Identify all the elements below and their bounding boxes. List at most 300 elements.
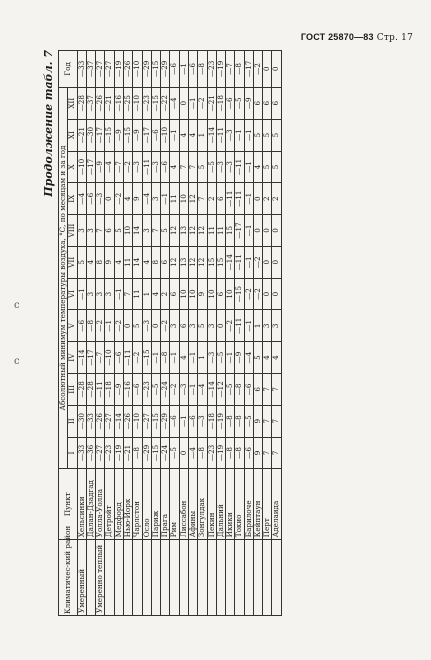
value-cell: —11 [216, 119, 225, 151]
value-cell: —28 [77, 373, 86, 405]
value-cell: 5 [133, 310, 142, 342]
value-cell: 12 [170, 246, 179, 278]
value-cell: 12 [188, 246, 197, 278]
value-cell: —6 [133, 373, 142, 405]
value-cell: —23 [207, 51, 216, 88]
point-cell: Уолла-Уолла [96, 469, 105, 540]
value-cell: 0 [253, 183, 262, 215]
zone-cell [179, 540, 188, 616]
value-cell: 0 [179, 437, 188, 469]
value-cell: 3 [207, 310, 216, 342]
value-cell: —8 [235, 51, 244, 88]
value-cell: —23 [142, 373, 151, 405]
value-cell: —36 [86, 437, 95, 469]
zone-cell [105, 540, 114, 616]
point-cell: Токио [235, 469, 244, 540]
value-cell: 3 [96, 278, 105, 310]
value-cell: —1 [188, 87, 197, 119]
value-cell: 12 [198, 215, 207, 247]
value-cell: —33 [86, 405, 95, 437]
value-cell: 9 [253, 405, 262, 437]
value-cell: 12 [188, 183, 197, 215]
value-cell: 14 [133, 246, 142, 278]
table-row [142, 51, 151, 616]
header-month: X [68, 151, 77, 183]
point-cell: Барилоче [244, 469, 253, 540]
value-cell: —3 [151, 151, 160, 183]
value-cell: —27 [105, 51, 114, 88]
value-cell: —9 [244, 87, 253, 119]
value-cell: —8 [86, 310, 95, 342]
value-cell: 0 [263, 51, 272, 88]
value-cell: —11 [235, 151, 244, 183]
point-cell: Париж [151, 469, 160, 540]
value-cell: —29 [142, 51, 151, 88]
value-cell: —23 [207, 437, 216, 469]
value-cell: —21 [123, 437, 132, 469]
value-cell: —15 [235, 278, 244, 310]
value-cell: —1 [114, 278, 123, 310]
value-cell: 3 [77, 215, 86, 247]
value-cell: 10 [207, 278, 216, 310]
value-cell: —26 [96, 405, 105, 437]
value-cell: —15 [142, 342, 151, 374]
header-month: VI [68, 278, 77, 310]
value-cell: —4 [244, 342, 253, 374]
value-cell: —17 [96, 119, 105, 151]
value-cell: 5 [114, 215, 123, 247]
header-month: I [68, 437, 77, 469]
point-cell: Детройт [105, 469, 114, 540]
value-cell: —8 [133, 437, 142, 469]
value-cell: 0 [272, 215, 281, 247]
value-cell: —14 [226, 246, 235, 278]
value-cell: 3 [272, 310, 281, 342]
value-cell: —2 [170, 373, 179, 405]
value-cell: —37 [86, 87, 95, 119]
value-cell: —2 [226, 310, 235, 342]
value-cell: —14 [114, 405, 123, 437]
value-cell: —33 [77, 437, 86, 469]
value-cell: —2 [244, 278, 253, 310]
value-cell: 0 [123, 310, 132, 342]
point-cell: Кейптаун [253, 469, 262, 540]
value-cell: 4 [151, 278, 160, 310]
value-cell: 6 [170, 278, 179, 310]
zone-cell [207, 540, 216, 616]
value-cell: —23 [142, 87, 151, 119]
value-cell: 13 [179, 215, 188, 247]
value-cell: —1 [188, 342, 197, 374]
value-cell: —19 [216, 405, 225, 437]
value-cell: —10 [161, 119, 170, 151]
value-cell: —4 [198, 373, 207, 405]
value-cell: —19 [114, 51, 123, 88]
value-cell: 12 [188, 215, 197, 247]
value-cell: —22 [161, 87, 170, 119]
value-cell: 5 [161, 215, 170, 247]
value-cell: —1 [244, 183, 253, 215]
value-cell: 3 [151, 183, 160, 215]
value-cell: 11 [170, 183, 179, 215]
value-cell: —14 [77, 342, 86, 374]
value-cell: 6 [161, 246, 170, 278]
value-cell: 1 [253, 310, 262, 342]
value-cell: —12 [216, 373, 225, 405]
value-cell: —1 [244, 119, 253, 151]
value-cell: 5 [253, 119, 262, 151]
value-cell: —11 [235, 246, 244, 278]
value-cell: —28 [86, 373, 95, 405]
value-cell: 6 [105, 215, 114, 247]
value-cell: 6 [263, 87, 272, 119]
point-cell: Нью-Йорк [123, 469, 132, 540]
value-cell: —33 [77, 51, 86, 88]
value-cell: —27 [142, 405, 151, 437]
value-cell: 5 [263, 119, 272, 151]
table-row [244, 51, 253, 616]
value-cell: —9 [96, 151, 105, 183]
table-row [235, 51, 244, 616]
value-cell: 5 [272, 151, 281, 183]
value-cell: —29 [161, 51, 170, 88]
value-cell: 0 [263, 246, 272, 278]
value-cell: —4 [105, 151, 114, 183]
value-cell: —1 [244, 151, 253, 183]
value-cell: —1 [179, 51, 188, 88]
value-cell: —5 [216, 342, 225, 374]
value-cell: —5 [207, 151, 216, 183]
value-cell: —1 [179, 405, 188, 437]
value-cell: 4 [179, 119, 188, 151]
value-cell: —9 [114, 373, 123, 405]
value-cell: —6 [114, 342, 123, 374]
value-cell: —6 [226, 87, 235, 119]
value-cell: 5 [263, 151, 272, 183]
value-cell: —6 [244, 437, 253, 469]
value-cell: —1 [244, 310, 253, 342]
rotated-table-block [40, 50, 417, 616]
value-cell: —23 [105, 437, 114, 469]
value-cell: —4 [142, 183, 151, 215]
value-cell: 0 [263, 278, 272, 310]
value-cell: —18 [207, 405, 216, 437]
value-cell: —4 [170, 87, 179, 119]
value-cell: 5 [77, 246, 86, 278]
value-cell: 0 [272, 51, 281, 88]
value-cell: —1 [170, 342, 179, 374]
value-cell: —6 [170, 405, 179, 437]
value-cell: —3 [142, 310, 151, 342]
table-row [133, 51, 142, 616]
continuation-label: Продолжение табл. 7 [42, 50, 55, 197]
value-cell: —8 [226, 405, 235, 437]
value-cell: —2 [133, 342, 142, 374]
value-cell: —27 [105, 405, 114, 437]
value-cell: —11 [235, 183, 244, 215]
value-cell: 13 [179, 246, 188, 278]
zone-cell [198, 540, 207, 616]
zone-cell: Умеренно теплый [96, 540, 105, 616]
value-cell: 10 [226, 278, 235, 310]
value-cell: —18 [216, 87, 225, 119]
value-cell: —3 [96, 183, 105, 215]
header-month: XI [68, 119, 77, 151]
value-cell: 3 [86, 215, 95, 247]
header-zone: Климатичес-кий район [59, 540, 78, 616]
zone-cell [188, 540, 197, 616]
value-cell: —10 [133, 405, 142, 437]
value-cell: 7 [272, 437, 281, 469]
value-cell: —8 [235, 437, 244, 469]
header-month: IX [68, 183, 77, 215]
value-cell: 11 [123, 246, 132, 278]
point-cell: Пекин [207, 469, 216, 540]
value-cell: 7 [198, 183, 207, 215]
value-cell: 1 [142, 278, 151, 310]
value-cell: 7 [263, 405, 272, 437]
zone-cell [263, 540, 272, 616]
value-cell: —15 [123, 119, 132, 151]
value-cell: —3 [133, 151, 142, 183]
value-cell: 3 [263, 310, 272, 342]
zone-cell [272, 540, 281, 616]
value-cell: 6 [216, 278, 225, 310]
value-cell: —8 [235, 373, 244, 405]
value-cell: 10 [179, 278, 188, 310]
value-cell: —2 [114, 310, 123, 342]
value-cell: 7 [151, 215, 160, 247]
value-cell: 0 [272, 278, 281, 310]
value-cell: 6 [216, 183, 225, 215]
value-cell: —21 [105, 87, 114, 119]
value-cell: —5 [170, 437, 179, 469]
value-cell: —30 [86, 119, 95, 151]
value-cell: 4 [142, 246, 151, 278]
zone-cell [244, 540, 253, 616]
table-row [272, 51, 281, 616]
value-cell: —26 [123, 51, 132, 88]
value-cell: —24 [161, 373, 170, 405]
page-number: 17 [401, 33, 413, 43]
value-cell: —30 [77, 405, 86, 437]
value-cell: 0 [253, 215, 262, 247]
value-cell: —24 [161, 437, 170, 469]
value-cell: —17 [86, 151, 95, 183]
value-cell: 7 [188, 151, 197, 183]
value-cell: 4 [86, 246, 95, 278]
point-cell: Медфорд [114, 469, 123, 540]
value-cell: —2 [161, 310, 170, 342]
value-cell: 14 [133, 215, 142, 247]
table-row [207, 51, 216, 616]
zone-cell: Умеренный [77, 540, 86, 616]
value-cell: —17 [142, 119, 151, 151]
value-cell: —29 [161, 405, 170, 437]
value-cell: 0 [105, 183, 114, 215]
value-cell: 10 [179, 183, 188, 215]
value-cell: 9 [198, 278, 207, 310]
value-cell: 7 [263, 437, 272, 469]
zone-cell [123, 540, 132, 616]
value-cell: —2 [96, 310, 105, 342]
header-month: VIII [68, 215, 77, 247]
header-month: V [68, 310, 77, 342]
value-cell: —6 [86, 183, 95, 215]
value-cell: —6 [161, 151, 170, 183]
header-month: XII [68, 87, 77, 119]
value-cell: 6 [253, 87, 262, 119]
value-cell: 11 [133, 278, 142, 310]
value-cell: 6 [179, 310, 188, 342]
value-cell: 10 [123, 215, 132, 247]
value-cell: —2 [123, 151, 132, 183]
standard-code: ГОСТ 25870—83 [300, 32, 374, 42]
value-cell: 7 [272, 405, 281, 437]
point-cell: Дальний [216, 469, 225, 540]
value-cell: 1 [198, 119, 207, 151]
value-cell: —17 [244, 51, 253, 88]
value-cell: —16 [114, 87, 123, 119]
value-cell: —26 [123, 405, 132, 437]
value-cell: —1 [226, 342, 235, 374]
value-cell: —7 [226, 51, 235, 88]
value-cell: —28 [77, 87, 86, 119]
value-cell: —1 [77, 278, 86, 310]
value-cell: —21 [207, 87, 216, 119]
margin-mark: c [14, 300, 20, 311]
value-cell: 4 [114, 246, 123, 278]
value-cell: 12 [170, 215, 179, 247]
value-cell: —6 [244, 373, 253, 405]
value-cell: —1 [188, 373, 197, 405]
value-cell: —14 [207, 373, 216, 405]
point-cell: Перт [263, 469, 272, 540]
value-cell: —10 [133, 87, 142, 119]
value-cell: —17 [86, 342, 95, 374]
header-month: II [68, 405, 77, 437]
value-cell: —5 [151, 373, 160, 405]
value-cell: —15 [151, 437, 160, 469]
value-cell: 4 [170, 151, 179, 183]
value-cell: 2 [161, 278, 170, 310]
value-cell: —11 [123, 342, 132, 374]
value-cell: —1 [105, 310, 114, 342]
header-month: III [68, 373, 77, 405]
point-cell: Аделаида [272, 469, 281, 540]
value-cell: 9 [133, 183, 142, 215]
value-cell: —27 [96, 51, 105, 88]
value-cell: 15 [216, 246, 225, 278]
value-cell: —2 [114, 183, 123, 215]
value-cell: —1 [235, 119, 244, 151]
value-cell: 12 [198, 246, 207, 278]
value-cell: —7 [114, 151, 123, 183]
value-cell: 0 [216, 310, 225, 342]
table-row [198, 51, 207, 616]
point-cell: Икики [226, 469, 235, 540]
value-cell: —26 [96, 87, 105, 119]
point-cell: Афины [188, 469, 197, 540]
value-cell: —1 [244, 215, 253, 247]
value-cell: —9 [114, 119, 123, 151]
value-cell: 8 [96, 246, 105, 278]
value-cell: —27 [96, 437, 105, 469]
value-cell: —2 [253, 278, 262, 310]
value-cell: —5 [244, 405, 253, 437]
point-cell: Зонгулдак [198, 469, 207, 540]
value-cell: —21 [77, 119, 86, 151]
zone-cell [161, 540, 170, 616]
value-cell: 7 [263, 373, 272, 405]
value-cell: —5 [226, 373, 235, 405]
value-cell: —6 [170, 51, 179, 88]
point-cell: Рим [170, 469, 179, 540]
table-row [170, 51, 179, 616]
value-cell: —37 [86, 51, 95, 88]
value-cell: —11 [226, 183, 235, 215]
value-cell: 7 [123, 278, 132, 310]
value-cell: 4 [253, 151, 262, 183]
value-cell: —3 [198, 405, 207, 437]
value-cell: 11 [216, 215, 225, 247]
value-cell: 7 [96, 215, 105, 247]
value-cell: 10 [188, 278, 197, 310]
value-cell: 0 [179, 87, 188, 119]
value-cell: 2 [272, 183, 281, 215]
zone-cell [114, 540, 123, 616]
value-cell: 0 [263, 215, 272, 247]
zone-cell [235, 540, 244, 616]
value-cell: 3 [86, 278, 95, 310]
value-cell: 5 [198, 310, 207, 342]
value-cell: 2 [207, 183, 216, 215]
table-row [105, 51, 114, 616]
value-cell: —7 [96, 342, 105, 374]
zone-cell [253, 540, 262, 616]
value-cell: 3 [142, 215, 151, 247]
value-cell: 9 [253, 437, 262, 469]
value-cell: —10 [133, 51, 142, 88]
value-cell: —4 [77, 183, 86, 215]
value-cell: —15 [105, 119, 114, 151]
value-cell: 4 [188, 119, 197, 151]
value-cell: 4 [263, 342, 272, 374]
header-year: Год [59, 51, 78, 88]
value-cell: 5 [198, 151, 207, 183]
margin-mark: c [14, 356, 20, 367]
value-cell: —3 [207, 342, 216, 374]
value-cell: —19 [114, 437, 123, 469]
table-row [77, 51, 86, 616]
value-cell: —3 [226, 151, 235, 183]
value-cell: 1 [198, 342, 207, 374]
temperature-table [58, 50, 282, 616]
value-cell: 9 [105, 246, 114, 278]
header-month: VII [68, 246, 77, 278]
point-cell: Чарлстон [133, 469, 142, 540]
value-cell: 5 [253, 342, 262, 374]
value-cell: —6 [77, 310, 86, 342]
value-cell: —10 [105, 342, 114, 374]
value-cell: —17 [235, 215, 244, 247]
value-cell: —9 [133, 119, 142, 151]
value-cell: —18 [105, 373, 114, 405]
page-header [301, 32, 413, 43]
value-cell: —6 [188, 405, 197, 437]
value-cell: 11 [207, 215, 216, 247]
zone-cell [151, 540, 160, 616]
